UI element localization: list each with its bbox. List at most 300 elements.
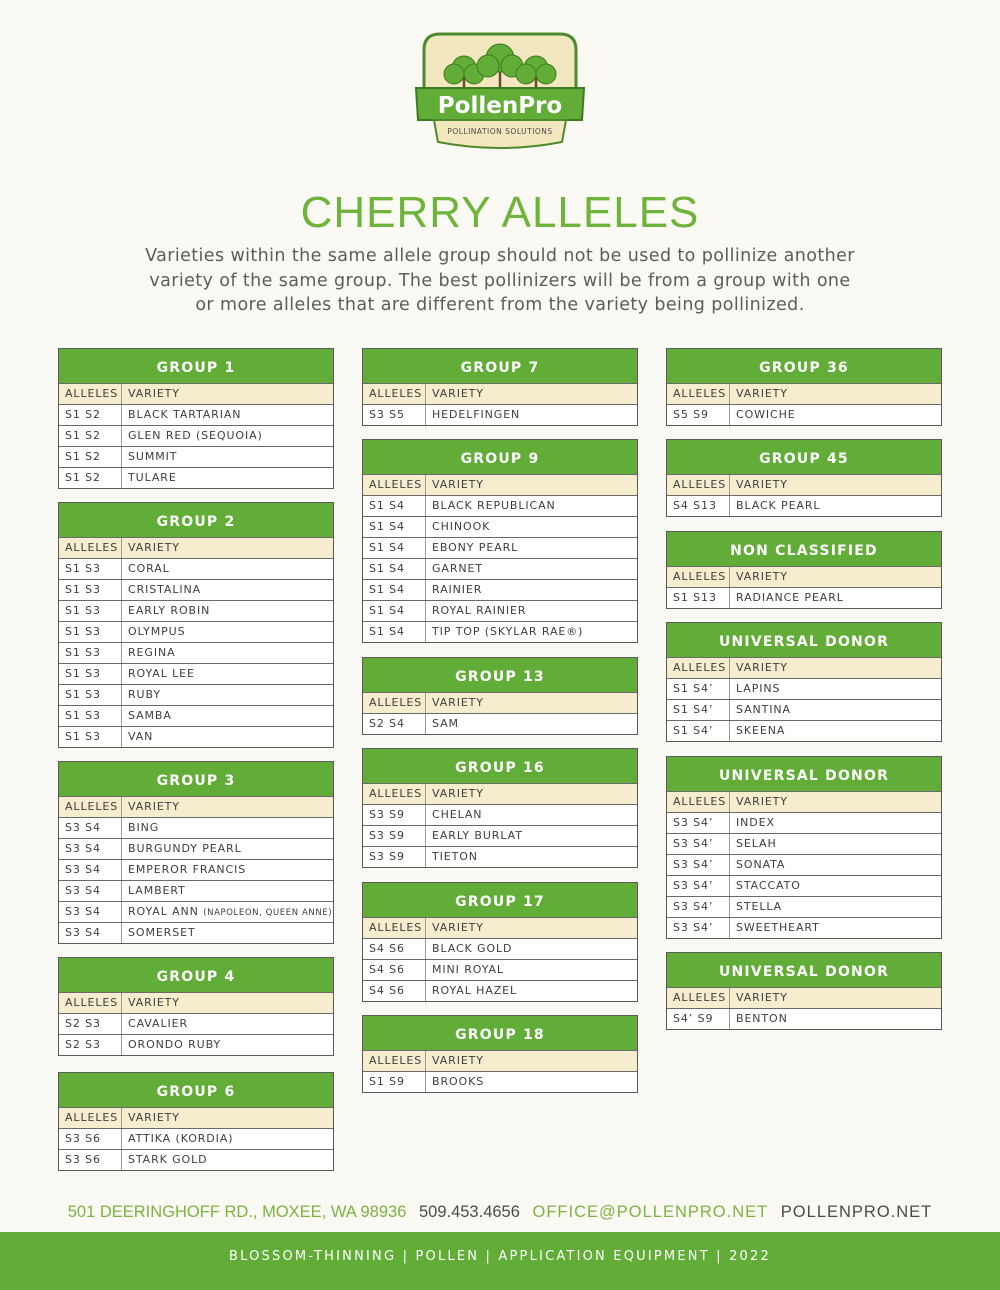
alleles-cell: S1 S2	[59, 468, 122, 488]
alleles-cell: S1 S2	[59, 447, 122, 467]
variety-name: EARLY BURLAT	[432, 829, 523, 842]
variety-cell	[122, 468, 333, 488]
alleles-cell: S1 S3	[59, 727, 122, 747]
footer-phone[interactable]: 509.453.4656	[418, 1203, 520, 1221]
variety-name: RUBY	[128, 688, 161, 701]
variety-name: SONATA	[736, 858, 786, 871]
variety-name: STELLA	[736, 900, 783, 913]
table-row	[59, 859, 333, 880]
group-table	[58, 957, 334, 1056]
alleles-cell: S4 S13	[667, 496, 730, 516]
variety-cell	[122, 1150, 333, 1170]
variety-name: CORAL	[128, 562, 170, 575]
variety-cell	[426, 939, 637, 959]
alleles-cell: S1 S3	[59, 601, 122, 621]
variety-cell	[426, 1072, 637, 1092]
variety-cell	[122, 643, 333, 663]
table-row	[59, 705, 333, 726]
table-header-row	[363, 1050, 637, 1071]
alleles-header: ALLELES	[363, 384, 426, 404]
table-row	[363, 804, 637, 825]
table-row	[59, 1013, 333, 1034]
variety-name: OLYMPUS	[128, 625, 186, 638]
variety-cell	[122, 1035, 333, 1055]
variety-name: ROYAL LEE	[128, 667, 195, 680]
alleles-cell: S1 S2	[59, 405, 122, 425]
table-header-row	[363, 474, 637, 495]
alleles-cell: S1 S4’	[667, 679, 730, 699]
variety-name: BLACK GOLD	[432, 942, 513, 955]
group-table	[58, 348, 334, 489]
alleles-header: ALLELES	[363, 784, 426, 804]
group-table	[666, 439, 942, 517]
alleles-cell: S2 S3	[59, 1014, 122, 1034]
variety-header: VARIETY	[736, 387, 788, 400]
variety-name: ROYAL RAINIER	[432, 604, 527, 617]
table-row	[667, 833, 941, 854]
alleles-cell: S1 S4’	[667, 721, 730, 741]
table-row	[59, 726, 333, 747]
variety-name: GLEN RED (SEQUOIA)	[128, 429, 263, 442]
group-title: GROUP 9	[363, 440, 637, 474]
variety-cell	[122, 447, 333, 467]
group-table	[666, 756, 942, 939]
table-row	[667, 875, 941, 896]
group-table	[58, 502, 334, 748]
variety-name: ROYAL ANN	[128, 905, 199, 918]
alleles-header: ALLELES	[667, 792, 730, 812]
variety-cell	[122, 706, 333, 726]
group-title: NON CLASSIFIED	[667, 532, 941, 566]
variety-cell	[730, 918, 941, 938]
group-table	[666, 348, 942, 426]
table-header-row	[59, 796, 333, 817]
variety-header: VARIETY	[128, 1111, 180, 1124]
variety-cell	[730, 700, 941, 720]
variety-name: CHINOOK	[432, 520, 491, 533]
footer-website[interactable]: POLLENPRO.NET	[780, 1203, 933, 1221]
table-row	[363, 579, 637, 600]
alleles-cell: S3 S4’	[667, 855, 730, 875]
alleles-cell: S3 S4	[59, 860, 122, 880]
variety-cell	[122, 881, 333, 901]
alleles-cell: S1 S3	[59, 664, 122, 684]
pollenpro-logo	[414, 28, 586, 154]
alleles-cell: S1 S4	[363, 496, 426, 516]
variety-header: VARIETY	[432, 921, 484, 934]
variety-name: GARNET	[432, 562, 483, 575]
group-title: GROUP 36	[667, 349, 941, 383]
logo-brand: PollenPro	[437, 93, 563, 119]
variety-cell	[426, 981, 637, 1001]
variety-name: TULARE	[128, 471, 177, 484]
alleles-cell: S1 S2	[59, 426, 122, 446]
table-row	[363, 404, 637, 425]
alleles-cell: S3 S4’	[667, 897, 730, 917]
variety-name: BENTON	[736, 1012, 788, 1025]
variety-name: COWICHE	[736, 408, 796, 421]
alleles-cell: S3 S9	[363, 826, 426, 846]
group-title: UNIVERSAL DONOR	[667, 953, 941, 987]
intro-text: Varieties within the same allele group should not be used to pollinize another variety of the same group. The best pollinizers will be from a group with one or more alleles that are different from the variety being pollinized.	[145, 246, 855, 315]
table-header-row	[667, 791, 941, 812]
alleles-cell: S4 S6	[363, 960, 426, 980]
variety-name: CAVALIER	[128, 1017, 189, 1030]
variety-header: VARIETY	[128, 387, 180, 400]
table-row	[59, 922, 333, 943]
alleles-cell: S3 S6	[59, 1150, 122, 1170]
variety-note: (NAPOLEON, QUEEN ANNE)	[203, 908, 333, 918]
table-row	[363, 980, 637, 1001]
alleles-header: ALLELES	[667, 658, 730, 678]
table-row	[363, 846, 637, 867]
table-header-row	[363, 783, 637, 804]
alleles-cell: S4’ S9	[667, 1009, 730, 1029]
variety-name: EARLY ROBIN	[128, 604, 211, 617]
variety-cell	[122, 405, 333, 425]
alleles-header: ALLELES	[59, 384, 122, 404]
variety-name: BLACK PEARL	[736, 499, 821, 512]
alleles-cell: S2 S3	[59, 1035, 122, 1055]
variety-cell	[426, 622, 637, 642]
table-row	[59, 446, 333, 467]
alleles-cell: S4 S6	[363, 939, 426, 959]
variety-cell	[730, 496, 941, 516]
alleles-cell: S3 S4’	[667, 834, 730, 854]
variety-cell	[122, 839, 333, 859]
variety-name: SOMERSET	[128, 926, 196, 939]
group-title: GROUP 7	[363, 349, 637, 383]
table-row	[59, 880, 333, 901]
variety-header: VARIETY	[432, 696, 484, 709]
table-header-row	[667, 987, 941, 1008]
variety-header: VARIETY	[432, 387, 484, 400]
alleles-cell: S3 S6	[59, 1129, 122, 1149]
alleles-cell: S5 S9	[667, 405, 730, 425]
group-table	[362, 439, 638, 643]
alleles-cell: S1 S3	[59, 706, 122, 726]
alleles-cell: S1 S4	[363, 559, 426, 579]
table-header-row	[667, 657, 941, 678]
table-header-row	[667, 474, 941, 495]
table-row	[59, 467, 333, 488]
variety-cell	[426, 601, 637, 621]
table-row	[59, 817, 333, 838]
table-row	[363, 713, 637, 734]
variety-name: BLACK REPUBLICAN	[432, 499, 556, 512]
variety-cell	[122, 1129, 333, 1149]
variety-cell	[730, 897, 941, 917]
alleles-cell: S1 S4	[363, 622, 426, 642]
alleles-cell: S1 S9	[363, 1072, 426, 1092]
table-row	[667, 404, 941, 425]
table-header-row	[363, 692, 637, 713]
alleles-cell: S1 S4’	[667, 700, 730, 720]
variety-header: VARIETY	[736, 795, 788, 808]
table-row	[59, 1149, 333, 1170]
table-row	[667, 720, 941, 741]
table-row	[59, 404, 333, 425]
variety-name: CHELAN	[432, 808, 483, 821]
alleles-cell: S1 S3	[59, 559, 122, 579]
table-header-row	[667, 383, 941, 404]
group-table	[58, 1072, 334, 1171]
alleles-cell: S3 S4	[59, 839, 122, 859]
table-row	[59, 600, 333, 621]
alleles-cell: S3 S4	[59, 881, 122, 901]
variety-cell	[122, 580, 333, 600]
table-row	[59, 1128, 333, 1149]
alleles-header: ALLELES	[363, 1051, 426, 1071]
variety-cell	[122, 902, 333, 922]
table-row	[363, 825, 637, 846]
variety-name: SKEENA	[736, 724, 786, 737]
table-row	[59, 579, 333, 600]
variety-header: VARIETY	[432, 787, 484, 800]
variety-name: EBONY PEARL	[432, 541, 519, 554]
alleles-cell: S3 S4’	[667, 813, 730, 833]
table-row	[59, 621, 333, 642]
group-table	[58, 761, 334, 944]
variety-cell	[122, 727, 333, 747]
table-header-row	[363, 917, 637, 938]
variety-name: STACCATO	[736, 879, 801, 892]
variety-cell	[730, 679, 941, 699]
alleles-header: ALLELES	[363, 693, 426, 713]
variety-name: BURGUNDY PEARL	[128, 842, 242, 855]
variety-name: VAN	[128, 730, 154, 743]
variety-cell	[730, 813, 941, 833]
logo-tagline: POLLINATION SOLUTIONS	[447, 127, 553, 136]
alleles-header: ALLELES	[59, 797, 122, 817]
variety-cell	[730, 721, 941, 741]
alleles-cell: S3 S4	[59, 902, 122, 922]
variety-name: SAMBA	[128, 709, 172, 722]
variety-name: TIETON	[432, 850, 478, 863]
group-title: UNIVERSAL DONOR	[667, 623, 941, 657]
group-table	[362, 1015, 638, 1093]
variety-cell	[426, 805, 637, 825]
alleles-cell: S3 S4	[59, 923, 122, 943]
alleles-cell: S3 S9	[363, 847, 426, 867]
variety-cell	[426, 580, 637, 600]
variety-name: TIP TOP (SKYLAR RAE®)	[432, 625, 584, 638]
group-title: GROUP 18	[363, 1016, 637, 1050]
variety-name: SWEETHEART	[736, 921, 820, 934]
variety-header: VARIETY	[736, 661, 788, 674]
variety-name: ROYAL HAZEL	[432, 984, 518, 997]
variety-cell	[122, 622, 333, 642]
table-header-row	[667, 566, 941, 587]
alleles-cell: S1 S3	[59, 580, 122, 600]
variety-name: EMPEROR FRANCIS	[128, 863, 247, 876]
group-title: GROUP 6	[59, 1073, 333, 1107]
table-row	[667, 678, 941, 699]
variety-name: REGINA	[128, 646, 176, 659]
variety-cell	[426, 847, 637, 867]
group-title: GROUP 1	[59, 349, 333, 383]
table-row	[363, 938, 637, 959]
footer-address: 501 DEERINGHOFF RD., MOXEE, WA 98936	[67, 1203, 407, 1221]
alleles-header: ALLELES	[667, 567, 730, 587]
variety-cell	[426, 517, 637, 537]
variety-name: LAMBERT	[128, 884, 186, 897]
table-row	[667, 699, 941, 720]
table-row	[667, 896, 941, 917]
group-title: GROUP 17	[363, 883, 637, 917]
variety-cell	[122, 923, 333, 943]
variety-header: VARIETY	[736, 478, 788, 491]
variety-name: SELAH	[736, 837, 777, 850]
variety-cell	[426, 826, 637, 846]
variety-name: MINI ROYAL	[432, 963, 504, 976]
alleles-cell: S3 S4’	[667, 876, 730, 896]
variety-name: SUMMIT	[128, 450, 178, 463]
variety-cell	[730, 405, 941, 425]
alleles-cell: S3 S4	[59, 818, 122, 838]
alleles-header: ALLELES	[59, 1108, 122, 1128]
footer-email[interactable]: OFFICE@POLLENPRO.NET	[532, 1203, 769, 1221]
table-row	[59, 1034, 333, 1055]
table-header-row	[363, 383, 637, 404]
alleles-cell: S1 S3	[59, 685, 122, 705]
alleles-header: ALLELES	[59, 538, 122, 558]
table-row	[363, 621, 637, 642]
group-title: UNIVERSAL DONOR	[667, 757, 941, 791]
variety-name: BING	[128, 821, 160, 834]
variety-cell	[122, 818, 333, 838]
group-table	[666, 622, 942, 742]
variety-header: VARIETY	[736, 991, 788, 1004]
bottom-bar: BLOSSOM-THINNING | POLLEN | APPLICATION EQUIPMENT | 2022	[0, 1232, 1000, 1290]
table-header-row	[59, 383, 333, 404]
alleles-cell: S3 S4’	[667, 918, 730, 938]
table-row	[667, 854, 941, 875]
variety-name: STARK GOLD	[128, 1153, 208, 1166]
variety-name: RADIANCE PEARL	[736, 591, 844, 604]
table-row	[363, 495, 637, 516]
variety-cell	[426, 714, 637, 734]
group-table	[362, 748, 638, 868]
alleles-cell: S3 S5	[363, 405, 426, 425]
table-row	[363, 600, 637, 621]
group-table	[666, 531, 942, 609]
variety-cell	[426, 405, 637, 425]
table-row	[59, 425, 333, 446]
page-title: CHERRY ALLELES	[300, 188, 700, 237]
variety-header: VARIETY	[432, 1054, 484, 1067]
alleles-cell: S2 S4	[363, 714, 426, 734]
variety-cell	[426, 538, 637, 558]
alleles-header: ALLELES	[667, 988, 730, 1008]
variety-name: CRISTALINA	[128, 583, 202, 596]
alleles-cell: S1 S4	[363, 580, 426, 600]
alleles-header: ALLELES	[363, 918, 426, 938]
variety-cell	[122, 860, 333, 880]
variety-cell	[730, 588, 941, 608]
table-row	[59, 684, 333, 705]
alleles-cell: S1 S4	[363, 601, 426, 621]
variety-name: LAPINS	[736, 682, 781, 695]
variety-name: RAINIER	[432, 583, 483, 596]
variety-cell	[730, 855, 941, 875]
variety-cell	[730, 1009, 941, 1029]
table-row	[667, 495, 941, 516]
table-row	[59, 642, 333, 663]
table-header-row	[59, 992, 333, 1013]
variety-cell	[730, 834, 941, 854]
table-row	[363, 558, 637, 579]
variety-name: HEDELFINGEN	[432, 408, 521, 421]
variety-header: VARIETY	[432, 478, 484, 491]
alleles-header: ALLELES	[59, 993, 122, 1013]
variety-cell	[122, 601, 333, 621]
alleles-header: ALLELES	[667, 384, 730, 404]
table-row	[667, 917, 941, 938]
alleles-cell: S3 S9	[363, 805, 426, 825]
variety-header: VARIETY	[128, 800, 180, 813]
variety-cell	[122, 685, 333, 705]
variety-cell	[122, 1014, 333, 1034]
alleles-cell: S1 S3	[59, 643, 122, 663]
alleles-cell: S1 S4	[363, 517, 426, 537]
variety-cell	[426, 559, 637, 579]
group-table	[666, 952, 942, 1030]
alleles-header: ALLELES	[667, 475, 730, 495]
table-row	[363, 959, 637, 980]
table-row	[59, 558, 333, 579]
variety-cell	[426, 496, 637, 516]
table-row	[363, 516, 637, 537]
variety-name: SAM	[432, 717, 459, 730]
group-title: GROUP 13	[363, 658, 637, 692]
variety-header: VARIETY	[128, 996, 180, 1009]
group-table	[362, 348, 638, 426]
table-row	[667, 812, 941, 833]
group-title: GROUP 16	[363, 749, 637, 783]
variety-cell	[122, 664, 333, 684]
variety-header: VARIETY	[736, 570, 788, 583]
table-header-row	[59, 537, 333, 558]
variety-cell	[730, 876, 941, 896]
table-row	[363, 1071, 637, 1092]
table-row	[59, 901, 333, 922]
variety-cell	[426, 960, 637, 980]
variety-name: ATTIKA (KORDIA)	[128, 1132, 234, 1145]
variety-name: BLACK TARTARIAN	[128, 408, 242, 421]
alleles-cell: S1 S4	[363, 538, 426, 558]
contact-info	[0, 1203, 1000, 1222]
alleles-cell: S4 S6	[363, 981, 426, 1001]
table-row	[59, 663, 333, 684]
table-header-row	[59, 1107, 333, 1128]
group-title: GROUP 3	[59, 762, 333, 796]
group-title: GROUP 2	[59, 503, 333, 537]
variety-name: SANTINA	[736, 703, 791, 716]
group-title: GROUP 4	[59, 958, 333, 992]
table-row	[363, 537, 637, 558]
variety-name: BROOKS	[432, 1075, 485, 1088]
table-row	[59, 838, 333, 859]
variety-header: VARIETY	[128, 541, 180, 554]
group-table	[362, 882, 638, 1002]
alleles-header: ALLELES	[363, 475, 426, 495]
group-title: GROUP 45	[667, 440, 941, 474]
variety-name: INDEX	[736, 816, 775, 829]
alleles-cell: S1 S3	[59, 622, 122, 642]
table-row	[667, 587, 941, 608]
group-table	[362, 657, 638, 735]
